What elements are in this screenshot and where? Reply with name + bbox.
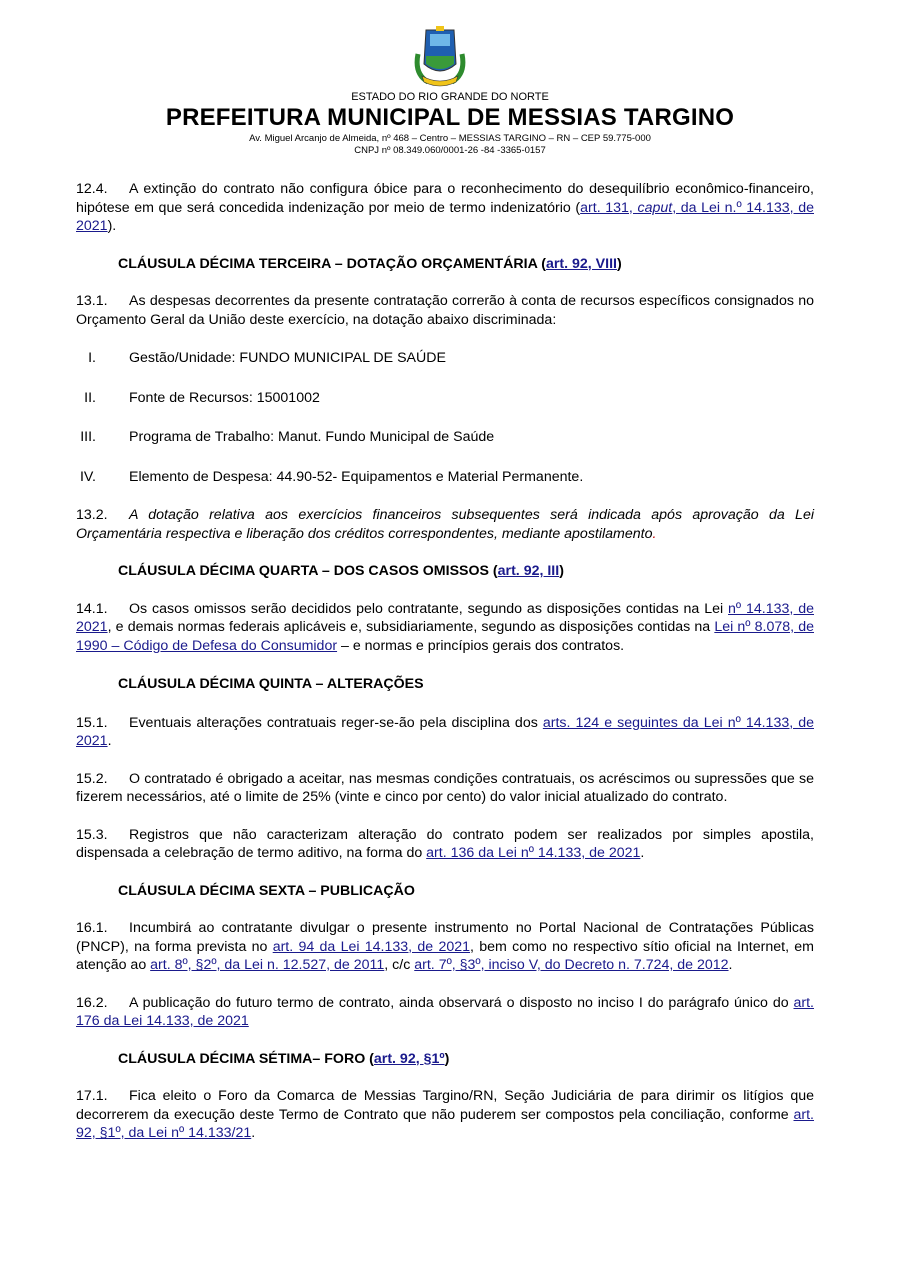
law-link[interactable]: art. 92, §1º, da Lei nº 14.133/21 — [76, 1106, 814, 1141]
clause-17-heading: CLÁUSULA DÉCIMA SÉTIMA– FORO (art. 92, §1º) — [118, 1050, 450, 1067]
paragraph-15-2: 15.2. O contratado é obrigado a aceitar, nas mesmas condições contratuais, os acréscimos ou supressões que se fizerem necessários, até o limite de 25% (vinte e cinco por cento) do valor inicial atualizado do contrato. — [76, 770, 814, 805]
state-name: ESTADO DO RIO GRANDE DO NORTE — [351, 91, 549, 103]
clause-13-heading: CLÁUSULA DÉCIMA TERCEIRA – DOTAÇÃO ORÇAMENTÁRIA (art. 92, VIII) — [118, 255, 622, 272]
address: Av. Miguel Arcanjo de Almeida, nº 468 – Centro – MESSIAS TARGINO – RN – CEP 59.775-000 — [249, 133, 651, 144]
law-link[interactable]: art. 131, caput, da Lei n.º 14.133, de 2021 — [76, 199, 814, 234]
law-link[interactable]: Lei nº 8.078, de 1990 – Código de Defesa do Consumidor — [76, 619, 814, 654]
page-title: PREFEITURA MUNICIPAL DE MESSIAS TARGINO — [165, 104, 735, 131]
paragraph-15-3: 15.3. Registros que não caracterizam alteração do contrato podem ser realizados por simples apostila, dispensada a celebração de termo aditivo, na forma do art. 136 da Lei nº 14.133, de 2021. — [76, 826, 814, 861]
paragraph-13-1: 13.1. As despesas decorrentes da presente contratação correrão à conta de recursos específicos consignados no Orçamento Geral da União deste exercício, na dotação abaixo discriminada: — [76, 293, 814, 328]
clause-15-heading: CLÁUSULA DÉCIMA QUINTA – ALTERAÇÕES — [118, 676, 424, 692]
municipal-crest-icon — [412, 24, 468, 88]
law-link[interactable]: art. 94 da Lei 14.133, de 2021 — [272, 938, 471, 955]
paragraph-14-1: 14.1. Os casos omissos serão decididos pelo contratante, segundo as disposições contidas na Lei nº 14.133, de 2021, e demais normas federais aplicáveis e, subsidiariamente, segundo as disposições contidas na Lei nº 8.078, de 1990 – Código de Defesa do Consumidor – e normas e princípios gerais dos contratos. — [76, 600, 814, 654]
law-link[interactable]: art. 136 da Lei nº 14.133, de 2021 — [426, 845, 641, 861]
paragraph-12-4: 12.4. A extinção do contrato não configura óbice para o reconhecimento do desequilíbrio econômico-financeiro, hipótese em que será concedida indenização por meio de termo indenizatório (art. 131, caput, da Lei n.º 14.133, de 2021). — [76, 181, 814, 234]
cnpj: CNPJ nº 08.349.060/0001-26 -84 -3365-0157 — [354, 145, 546, 156]
law-link[interactable]: arts. 124 e seguintes da Lei nº 14.133, de 2021 — [76, 714, 814, 749]
list-item: IV. Elemento de Despesa: 44.90-52- Equipamentos e Material Permanente. — [79, 468, 584, 485]
law-link[interactable]: art. 92, §1º — [373, 1050, 445, 1067]
list-item: II. Fonte de Recursos: 15001002 — [84, 389, 320, 406]
law-link[interactable]: art. 8º, §2º, da Lei n. 12.527, de 2011 — [150, 957, 385, 973]
paragraph-13-2: 13.2. A dotação relativa aos exercícios financeiros subsequentes será indicada após aprovação da Lei Orçamentária respectiva e liberação dos créditos correspondentes, mediante apostilamento. — [76, 507, 814, 542]
paragraph-16-1: 16.1. Incumbirá ao contratante divulgar o presente instrumento no Portal Nacional de Contratações Públicas (PNCP), na forma prevista no art. 94 da Lei 14.133, de 2021, bem como no respectivo sítio oficial na Internet, em atenção ao art. 8º, §2º, da Lei n. 12.527, de 2011, c/c art. 7º, §3º, inciso V, do Decreto n. 7.724, de 2012. — [76, 920, 814, 973]
law-link[interactable]: nº 14.133, de 2021 — [76, 600, 814, 635]
clause-number: 12.4. — [76, 181, 108, 197]
paragraph-16-2: 16.2. A publicação do futuro termo de contrato, ainda observará o disposto no inciso I do parágrafo único do art. 176 da Lei 14.133, de 2021 — [76, 994, 814, 1029]
clause-14-heading: CLÁUSULA DÉCIMA QUARTA – DOS CASOS OMISSOS (art. 92, III) — [118, 563, 564, 579]
paragraph-17-1: 17.1. Fica eleito o Foro da Comarca de Messias Targino/RN, Seção Judiciária de para dirimir os litígios que decorrerem da execução deste Termo de Contrato que não puderem ser compostos pela conciliação, conforme art. 92, §1º, da Lei nº 14.133/21. — [76, 1088, 814, 1141]
document-body — [76, 180, 814, 1143]
list-item: I. Gestão/Unidade: FUNDO MUNICIPAL DE SAÚDE — [88, 350, 446, 366]
list-item: III. Programa de Trabalho: Manut. Fundo Municipal de Saúde — [80, 429, 495, 445]
law-link[interactable]: art. 92, VIII — [545, 255, 617, 272]
law-link[interactable]: art. 176 da Lei 14.133, de 2021 — [76, 994, 814, 1029]
law-link[interactable]: art. 7º, §3º, inciso V, do Decreto n. 7.724, de 2012 — [414, 957, 729, 973]
clause-16-heading: CLÁUSULA DÉCIMA SEXTA – PUBLICAÇÃO — [118, 882, 415, 899]
paragraph-15-1: 15.1. Eventuais alterações contratuais reger-se-ão pela disciplina dos arts. 124 e seguintes da Lei nº 14.133, de 2021. — [76, 714, 814, 749]
law-link[interactable]: art. 92, III — [497, 563, 560, 579]
